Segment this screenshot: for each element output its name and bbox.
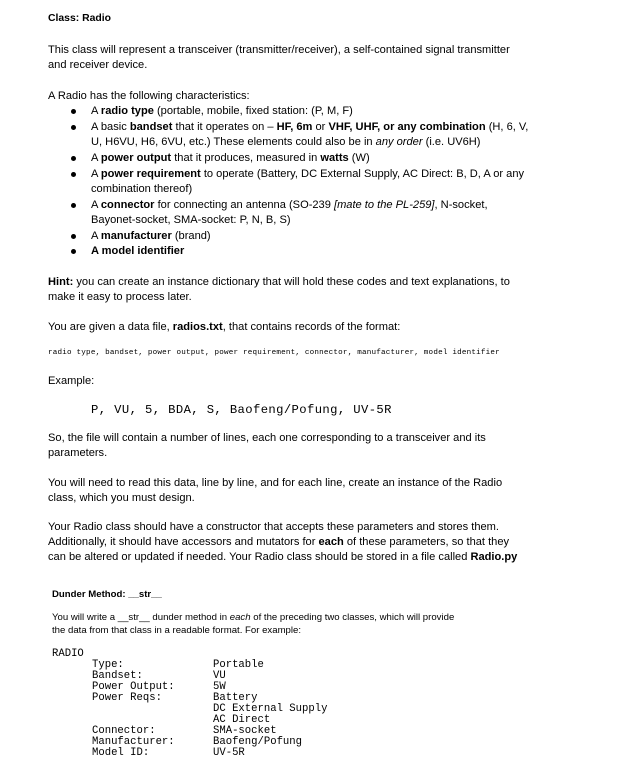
radio-connector-value: SMA-socket	[213, 725, 277, 737]
class-heading: Class: Radio	[48, 13, 111, 24]
example-label: Example:	[48, 375, 95, 387]
radio-model-value: UV-5R	[213, 747, 245, 759]
record-format: radio type, bandset, power output, power requirement, connector, manufacturer, model identifier	[48, 349, 500, 357]
radio-power-req-ac: AC Direct	[213, 714, 271, 726]
example-record: P, VU, 5, BDA, S, Baofeng/Pofung, UV-5R	[91, 403, 392, 417]
radio-manufacturer-label: Manufacturer:	[92, 736, 175, 748]
bullet-dot-5	[71, 203, 76, 208]
radio-power-reqs-label: Power Reqs:	[92, 692, 162, 704]
hint-line-1: Hint: you can create an instance dictionary that will hold these codes and text explanations, to	[48, 276, 510, 288]
lines-paragraph-line-1: So, the file will contain a number of lines, each one corresponding to a transceiver and its	[48, 432, 486, 444]
bullet-dot-1	[71, 109, 76, 114]
radio-manufacturer-value: Baofeng/Pofung	[213, 736, 303, 748]
radio-bandset-label: Bandset:	[92, 670, 143, 682]
bullet-connector-line-2: Bayonet-socket, SMA-socket: P, N, B, S)	[91, 214, 291, 226]
bullet-manufacturer: A manufacturer (brand)	[91, 230, 211, 242]
bullet-radio-type: A radio type (portable, mobile, fixed station: (P, M, F)	[91, 105, 353, 117]
class-paragraph-line-3: can be altered or updated if needed. Your Radio class should be stored in a file called Radio.py	[48, 551, 518, 563]
hint-line-2: make it easy to process later.	[48, 291, 192, 303]
radio-power-req-battery: Battery	[213, 692, 258, 704]
read-paragraph-line-2: class, which you must design.	[48, 492, 195, 504]
radio-bandset-value: VU	[213, 670, 226, 682]
radio-model-label: Model ID:	[92, 747, 150, 759]
characteristics-intro: A Radio has the following characteristics:	[48, 90, 250, 102]
radio-power-output-value: 5W	[213, 681, 226, 693]
bullet-dot-6	[71, 234, 76, 239]
bullet-bandset-line-2: U, H6VU, H6, 6VU, etc.) These elements could also be in any order (i.e. UV6H)	[91, 136, 481, 148]
bullet-dot-4	[71, 172, 76, 177]
intro-line-2: and receiver device.	[48, 59, 148, 71]
lines-paragraph-line-2: parameters.	[48, 447, 108, 459]
datafile-line: You are given a data file, radios.txt, that contains records of the format:	[48, 321, 401, 333]
bullet-power-requirement: A power requirement to operate (Battery, DC External Supply, AC Direct: B, D, A or any	[91, 168, 525, 180]
read-paragraph-line-1: You will need to read this data, line by line, and for each line, create an instance of the Radio	[48, 477, 503, 489]
intro-line-1: This class will represent a transceiver (transmitter/receiver), a self-contained signal transmitter	[48, 44, 510, 56]
bullet-bandset: A basic bandset that it operates on – HF, 6m or VHF, UHF, or any combination (H, 6, V,	[91, 121, 529, 133]
bullet-dot-7	[71, 249, 76, 254]
class-paragraph-line-1: Your Radio class should have a constructor that accepts these parameters and stores them.	[48, 521, 499, 533]
bullet-power-requirement-line-2: combination thereof)	[91, 183, 193, 195]
radio-output-title: RADIO	[52, 648, 84, 660]
class-paragraph-line-2: Additionally, it should have accessors and mutators for each of these parameters, so that they	[48, 536, 510, 548]
radio-power-output-label: Power Output:	[92, 681, 175, 693]
bullet-dot-2	[71, 125, 76, 130]
bullet-model-identifier: A model identifier	[91, 245, 185, 257]
dunder-text-line-2: the data from that class in a readable format. For example:	[52, 625, 302, 636]
bullet-power-output: A power output that it produces, measured in watts (W)	[91, 152, 370, 164]
radio-type-value: Portable	[213, 659, 264, 671]
radio-power-req-dc: DC External Supply	[213, 703, 328, 715]
dunder-heading: Dunder Method: __str__	[52, 589, 162, 600]
bullet-dot-3	[71, 156, 76, 161]
radio-type-label: Type:	[92, 659, 124, 671]
bullet-connector: A connector for connecting an antenna (SO-239 [mate to the PL-259], N-socket,	[91, 199, 488, 211]
dunder-text-line-1: You will write a __str__ dunder method in each of the preceding two classes, which will provide	[52, 612, 455, 623]
radio-connector-label: Connector:	[92, 725, 156, 737]
